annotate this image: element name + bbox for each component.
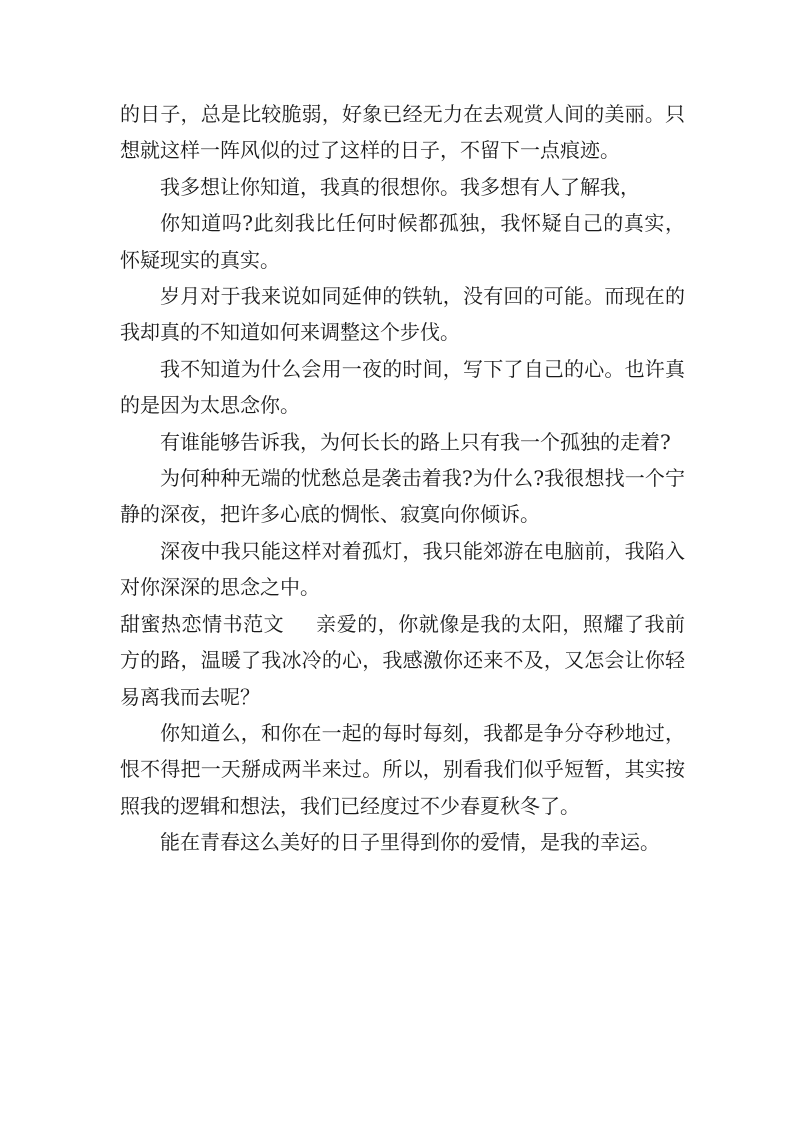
paragraph: 有谁能够告诉我，为何长长的路上只有我一个孤独的走着?	[160, 429, 671, 454]
paragraph: 我多想让你知道，我真的很想你。我多想有人了解我，	[160, 174, 640, 199]
section-heading: 甜蜜热恋情书范文	[120, 611, 285, 636]
paragraph: 你知道吗?此刻我比任何时候都孤独，我怀疑自己的真实，怀疑现实的真实。	[120, 211, 685, 272]
paragraph: 你知道么，和你在一起的每时每刻，我都是争分夺秒地过，恨不得把一天掰成两半来过。所以，别看我们似乎短暂，其实按照我的逻辑和想法，我们已经度过不少春夏秋冬了。	[120, 720, 685, 818]
paragraph: 的日子，总是比较脆弱，好象已经无力在去观赏人间的美丽。只想就这样一阵风似的过了这样的日子，不留下一点痕迹。	[120, 102, 685, 163]
paragraph: 岁月对于我来说如同延伸的铁轨，没有回的可能。而现在的我却真的不知道如何来调整这个步伐。	[120, 284, 685, 345]
paragraph: 深夜中我只能这样对着孤灯，我只能郊游在电脑前，我陷入对你深深的思念之中。	[120, 538, 685, 600]
paragraph: 能在青春这么美好的日子里得到你的爱情，是我的幸运。	[160, 830, 660, 855]
paragraph: 为何种种无端的忧愁总是袭击着我?为什么?我很想找一个宁静的深夜，把许多心底的惆怅、寂寞向你倾诉。	[120, 466, 685, 527]
paragraph-text: 亲爱的，你就像是我的太阳，照耀了我前方的路，温暖了我冰冷的心，我感激你还来不及，又怎会让你轻易离我而去呢？	[120, 611, 686, 709]
document-body	[120, 96, 685, 861]
paragraph: 我不知道为什么会用一夜的时间，写下了自己的心。也许真的是因为太思念你。	[120, 356, 685, 418]
paragraph-with-heading	[120, 606, 685, 715]
